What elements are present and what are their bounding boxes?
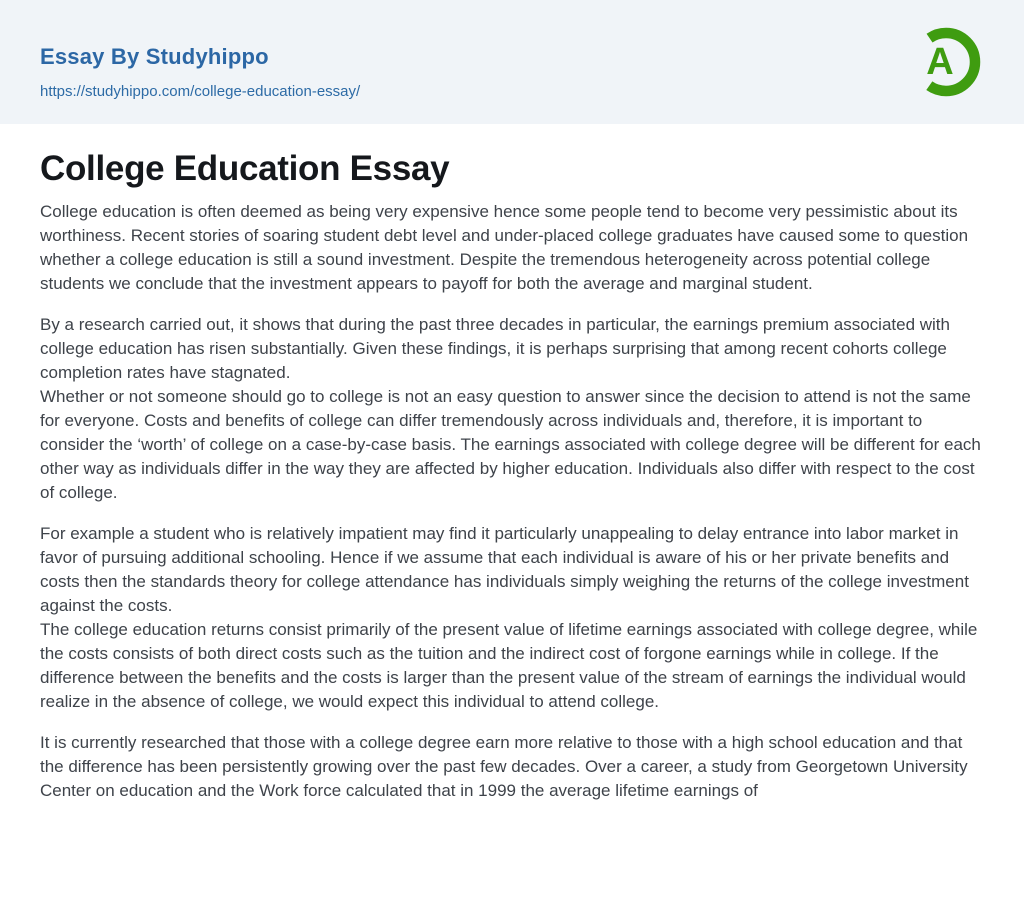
page-url-link[interactable]: https://studyhippo.com/college-education-essay/ [40, 82, 361, 100]
essay-paragraph: Whether or not someone should go to college is not an easy question to answer since the decision to attend is not the same for everyone. Costs and benefits of college can differ tremendously across individuals and, therefore, it is important to consider the ‘worth’ of college on a case-by-case basis. The earnings associated with college degree will be different for each other way as individuals differ in the way they are affected by higher education. Individuals also differ with respect to the cost of college. [40, 386, 981, 502]
essay-paragraph: College education is often deemed as being very expensive hence some people tend to become very pessimistic about its worthiness. Recent stories of soaring student debt level and under-placed college graduates have caused some to question whether a college education is still a sound investment. Despite the tremendous heterogeneity across potential college students we conclude that the investment appears to payoff for both the average and marginal student. [40, 201, 969, 293]
header-text-block [40, 43, 361, 100]
essay-paragraph: The college education returns consist primarily of the present value of lifetime earnings associated with college degree, while the costs consists of both direct costs such as the tuition and the indirect cost of forgone earnings while in college. If the difference between the benefits and the costs is larger than the present value of the stream of earnings the individual would realize in the absence of college, we would expect this individual to attend college. [40, 619, 978, 711]
paragraph-group-2 [40, 313, 984, 505]
paragraph-group-1 [40, 200, 984, 296]
essay-paragraph: It is currently researched that those with a college degree earn more relative to those with a high school education and that the difference has been persistently growing over the past few decades. Over a career, a study from Georgetown University Center on education and the Work force calculated that in 1999 the average lifetime earnings of [40, 732, 968, 800]
site-title-link[interactable]: Essay By Studyhippo [40, 43, 269, 69]
paragraph-group-3 [40, 522, 984, 714]
essay-content [0, 150, 1024, 803]
studyhippo-logo[interactable] [908, 24, 984, 100]
logo-letter: A [926, 41, 954, 83]
essay-paragraph: By a research carried out, it shows that during the past three decades in particular, the earnings premium associated with college education has risen substantially. Given these findings, it is perhaps surprising that among recent cohorts college completion rates have stagnated. [40, 314, 950, 382]
essay-paragraph: For example a student who is relatively impatient may find it particularly unappealing to delay entrance into labor market in favor of pursuing additional schooling. Hence if we assume that each individual is aware of his or her private benefits and costs then the standards theory for college attendance has individuals simply weighing the returns of the college investment against the costs. [40, 523, 969, 615]
page-header [0, 0, 1024, 124]
paragraph-group-4 [40, 731, 984, 803]
essay-title: College Education Essay [40, 149, 450, 188]
